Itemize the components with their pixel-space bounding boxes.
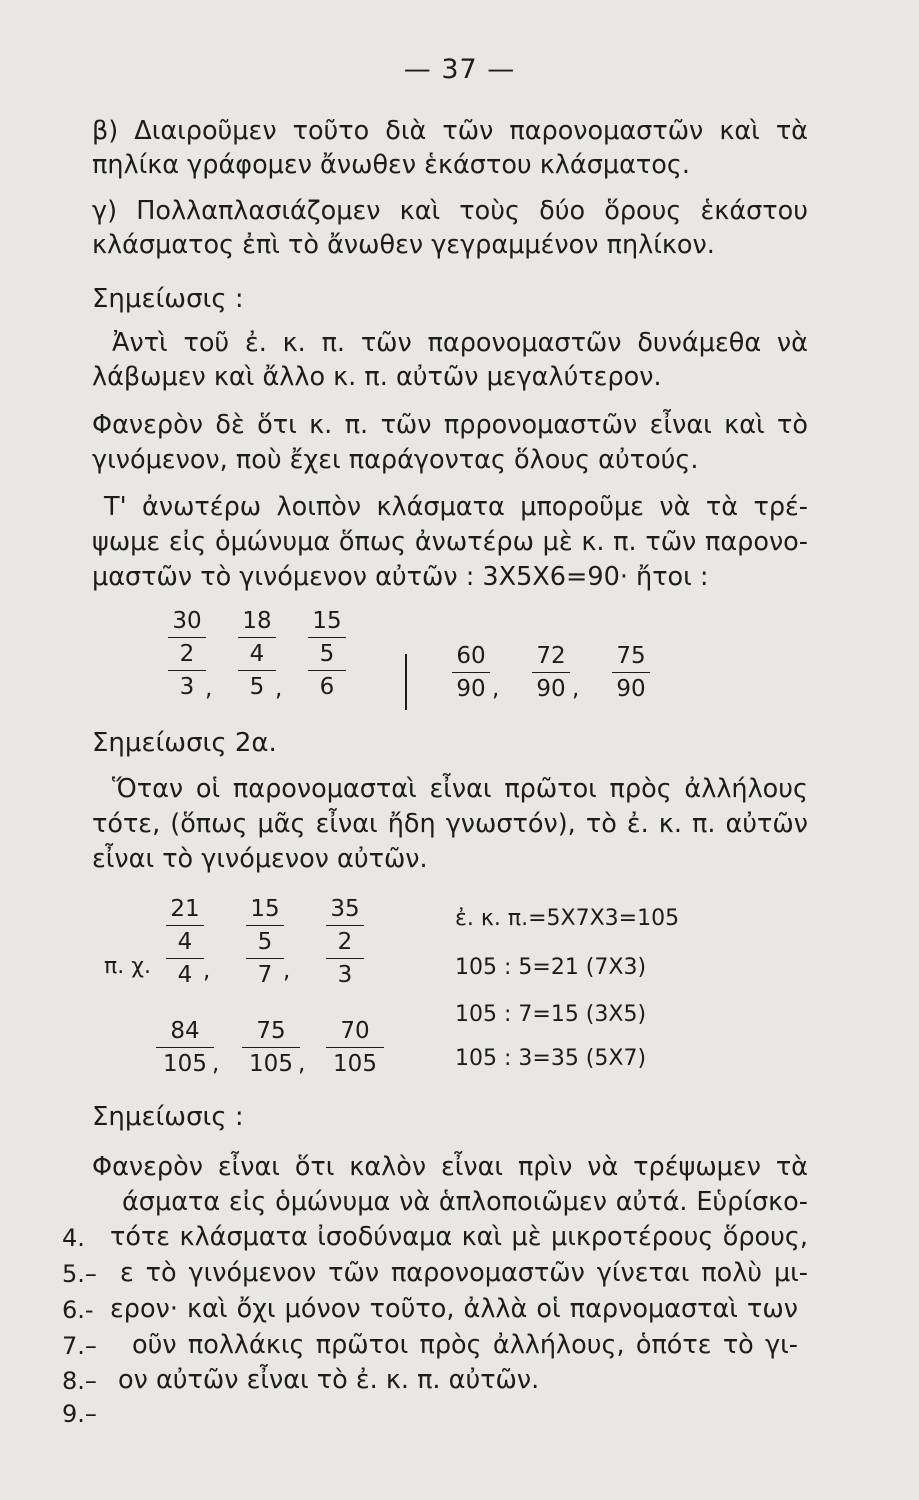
comma: , <box>492 676 500 702</box>
note-2-line: γινόμενον, ποὺ ἔχει παράγοντας ὅλους αὐτούς. <box>92 445 699 475</box>
denominator: 7 <box>257 962 273 988</box>
margin-number: 7.– <box>62 1332 97 1360</box>
note-5-line: άσματα εἰς ὁμώνυμα νὰ ἁπλοποιῶμεν αὐτά. Εὑρίσκο- <box>122 1187 808 1217</box>
note-3-line: ψωμε εἰς ὁμώνυμα ὅπως ἀνωτέρω μὲ κ. π. τῶν παρονο- <box>92 527 808 557</box>
heading-note: Σημείωσις : <box>92 284 244 314</box>
comma: , <box>203 958 211 984</box>
fraction-bar <box>326 1047 384 1048</box>
numerator: 70 <box>340 1018 370 1044</box>
numerator: 72 <box>536 643 566 669</box>
numerator: 4 <box>177 929 193 955</box>
heading-note-2a: Σημείωσις 2α. <box>92 728 277 758</box>
note-4-line: εἶναι τὸ γινόμενον αὐτῶν. <box>92 844 428 874</box>
denominator: 90 <box>536 676 566 702</box>
comma: , <box>283 958 291 984</box>
fraction-bar <box>326 925 364 926</box>
paragraph-gamma-line: κλάσματος ἐπὶ τὸ ἄνωθεν γεγραμμένον πηλίκον. <box>92 230 715 260</box>
margin-number: 6.- <box>62 1296 94 1324</box>
note-3-line: μαστῶν τὸ γινόμενον αὐτῶν : 3Χ5Χ6=90· ἤτοι : <box>92 562 709 592</box>
note-4-line: τότε, (ὅπως μᾶς εἶναι ἤδη γνωστόν), τὸ ἐ. κ. π. αὐτῶν <box>92 809 808 839</box>
comma: , <box>298 1051 306 1077</box>
margin-number: 8.– <box>62 1367 97 1395</box>
fraction-bar <box>532 672 570 673</box>
denominator: 3 <box>179 674 195 700</box>
numerator: 60 <box>456 643 486 669</box>
fraction-bar <box>238 670 276 671</box>
comma: , <box>572 676 580 702</box>
numerator: 2 <box>179 641 195 667</box>
note-1-line: Ἀντὶ τοῦ ἐ. κ. π. τῶν παρονομαστῶν δυνάμεθα νὰ <box>112 328 808 358</box>
comma: , <box>212 1051 220 1077</box>
denominator: 105 <box>333 1051 377 1077</box>
comma: , <box>205 676 213 702</box>
note-5-line: ε τὸ γινόμενον τῶν παρονομαστῶν γίνεται πολὺ μι- <box>120 1258 808 1288</box>
result-fraction <box>606 641 656 704</box>
fraction-bar <box>326 958 364 959</box>
fraction-bar <box>308 670 346 671</box>
paragraph-gamma-line: γ) Πολλαπλασιάζομεν καὶ τοὺς δύο ὅρους ἑκάστου <box>92 196 808 226</box>
denominator: 5 <box>249 674 265 700</box>
multiplier: 15 <box>250 896 280 922</box>
result-fraction <box>526 641 576 704</box>
multiplier: 35 <box>330 896 360 922</box>
note-5-line: ερον· καὶ ὄχι μόνον τοῦτο, ἀλλὰ οἱ παρνομασταὶ των <box>110 1294 798 1324</box>
denominator: 90 <box>456 676 486 702</box>
margin-number: 5.– <box>62 1260 97 1288</box>
multiplier: 18 <box>242 608 272 634</box>
denominator: 3 <box>337 962 353 988</box>
denominator: 105 <box>249 1051 293 1077</box>
note-5-line: Φανερὸν εἶναι ὅτι καλὸν εἶναι πρὶν νὰ τρέψωμεν τὰ <box>92 1152 808 1182</box>
fraction-bar <box>156 1047 214 1048</box>
note-4-line: Ὅταν οἱ παρονομασταὶ εἶναι πρῶτοι πρὸς ἀλλήλους <box>112 774 808 804</box>
fraction-bar <box>168 637 206 638</box>
numerator: 5 <box>319 641 335 667</box>
margin-number: 9.– <box>62 1400 97 1428</box>
fraction-bar <box>166 958 204 959</box>
note-5-line: οῦν πολλάκις πρῶτοι πρὸς ἀλλήλους, ὁπότε τὸ γι- <box>132 1330 798 1360</box>
denominator: 90 <box>616 676 646 702</box>
quotient-calculation: 105 : 3=35 (5Χ7) <box>455 1046 647 1071</box>
note-5-line: ον αὐτῶν εἶναι τὸ ἐ. κ. π. αὐτῶν. <box>118 1365 540 1395</box>
fraction-bar <box>246 958 284 959</box>
denominator: 4 <box>177 962 193 988</box>
paragraph-beta-line: πηλίκα γράφομεν ἄνωθεν ἑκάστου κλάσματος. <box>92 150 690 180</box>
page-number: — 37 — <box>403 54 516 85</box>
heading-note: Σημείωσις : <box>92 1102 244 1132</box>
fraction-bar <box>166 925 204 926</box>
denominator: 105 <box>163 1051 207 1077</box>
fraction-bar <box>168 670 206 671</box>
fraction-bar <box>242 1047 300 1048</box>
fraction-bar <box>246 925 284 926</box>
fraction-bar <box>612 672 650 673</box>
separator-bar <box>405 654 407 710</box>
fraction <box>302 606 352 702</box>
numerator: 75 <box>256 1018 286 1044</box>
result-fraction <box>236 1016 306 1079</box>
note-1-line: λάβωμεν καὶ ἄλλο κ. π. αὐτῶν μεγαλύτερον. <box>92 362 662 392</box>
quotient-calculation: 105 : 7=15 (3Χ5) <box>455 1002 647 1027</box>
margin-number: 4. <box>62 1224 85 1252</box>
numerator: 75 <box>616 643 646 669</box>
fraction <box>320 894 370 990</box>
numerator: 84 <box>170 1018 200 1044</box>
multiplier: 30 <box>172 608 202 634</box>
fraction-bar <box>452 672 490 673</box>
numerator: 4 <box>249 641 265 667</box>
result-fraction <box>320 1016 390 1079</box>
multiplier: 15 <box>312 608 342 634</box>
paragraph-beta-line: β) Διαιροῦμεν τοῦτο διὰ τῶν παρονομαστῶν καὶ τὰ <box>92 116 808 146</box>
note-5-line: τότε κλάσματα ἰσοδύναμα καὶ μὲ μικροτέρους ὅρους, <box>110 1222 808 1252</box>
fraction-bar <box>238 637 276 638</box>
note-2-line: Φανερὸν δὲ ὅτι κ. π. τῶν πρρονομαστῶν εἶναι καὶ τὸ <box>92 410 808 440</box>
example-prefix: π. χ. <box>104 954 151 979</box>
numerator: 5 <box>257 929 273 955</box>
numerator: 2 <box>337 929 353 955</box>
comma: , <box>275 676 283 702</box>
quotient-calculation: 105 : 5=21 (7Χ3) <box>455 955 647 980</box>
note-3-line: Τ' ἀνωτέρω λοιπὸν κλάσματα μποροῦμε νὰ τὰ τρέ- <box>104 492 808 522</box>
result-fraction <box>446 641 496 704</box>
lcm-calculation: ἐ. κ. π.=5Χ7Χ3=105 <box>455 906 680 931</box>
fraction-bar <box>308 637 346 638</box>
denominator: 6 <box>319 674 335 700</box>
multiplier: 21 <box>170 896 200 922</box>
result-fraction <box>150 1016 220 1079</box>
